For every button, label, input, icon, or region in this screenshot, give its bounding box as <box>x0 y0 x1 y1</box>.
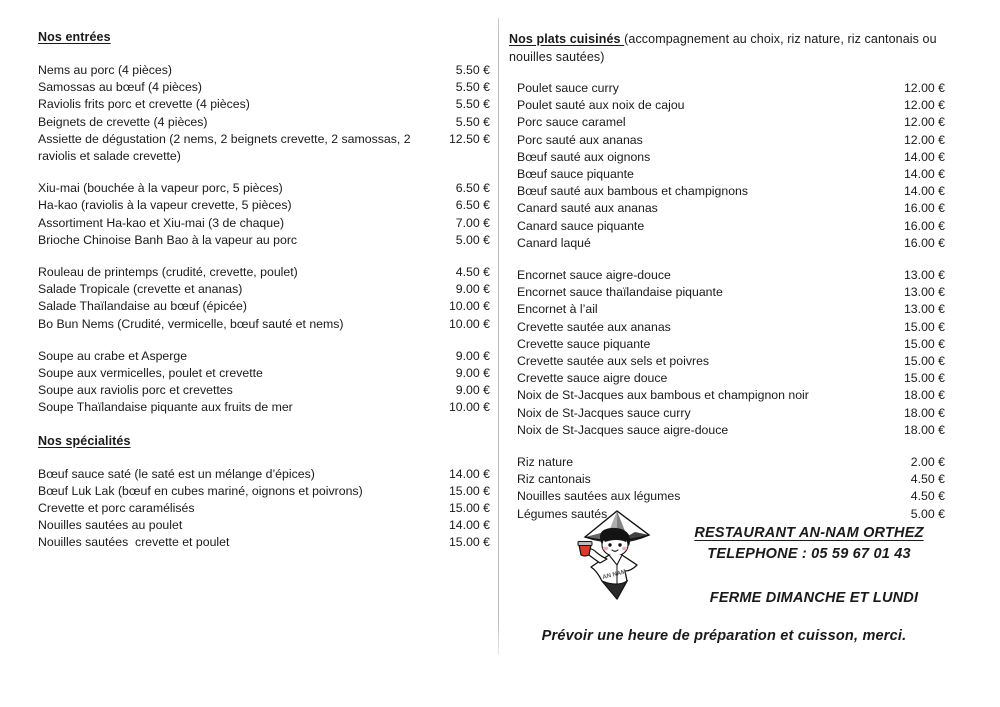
starters-group-3 <box>38 264 490 333</box>
column-divider <box>498 18 499 655</box>
menu-item-name: Riz cantonais <box>517 472 591 487</box>
menu-item-price: 12.00 € <box>903 132 945 147</box>
menu-item <box>38 281 490 298</box>
menu-item <box>517 471 945 488</box>
menu-item <box>517 488 945 505</box>
menu-item-price: 12.00 € <box>903 98 945 113</box>
menu-item-price: 15.00 € <box>903 319 945 334</box>
menu-item <box>38 500 490 517</box>
menu-item-price: 14.00 € <box>903 184 945 199</box>
section-heading-specialties <box>38 434 490 448</box>
starters-group-1 <box>38 62 490 165</box>
menu-item-price: 5.50 € <box>455 80 490 95</box>
menu-item-name: Bœuf sauté aux bambous et champignons <box>517 184 749 199</box>
menu-item-price: 14.00 € <box>903 167 945 182</box>
menu-item-price: 5.00 € <box>910 506 945 521</box>
section-heading-dishes-note: (accompagnement au choix, riz nature, riz cantonais ou nouilles sautées) <box>509 32 937 64</box>
menu-item-name: Bœuf sauce piquante <box>517 167 634 182</box>
menu-item <box>38 232 490 249</box>
specialties-group-1 <box>38 466 490 552</box>
starters-group-soups <box>38 348 490 417</box>
menu-item-name: Noix de St-Jacques sauce curry <box>517 405 691 420</box>
menu-item <box>517 183 945 200</box>
menu-item-name: Raviolis frits porc et crevette (4 pièces) <box>38 97 250 112</box>
menu-item-name: Riz nature <box>517 455 574 470</box>
menu-item-name: Bœuf Luk Lak (bœuf en cubes mariné, oignons et poivrons) <box>38 483 363 498</box>
menu-item-price: 16.00 € <box>903 235 945 250</box>
menu-item-name: Bo Bun Nems (Crudité, vermicelle, bœuf sauté et nems) <box>38 316 344 331</box>
menu-item <box>38 264 490 281</box>
menu-item-name: Salade Thaïlandaise au bœuf (épicée) <box>38 299 247 314</box>
menu-item-price: 10.00 € <box>448 400 490 415</box>
menu-item-name: Soupe aux raviolis porc et crevettes <box>38 383 233 398</box>
menu-item-name: Rouleau de printemps (crudité, crevette, poulet) <box>38 265 298 280</box>
menu-item-price: 7.00 € <box>455 215 490 230</box>
menu-item <box>517 114 945 131</box>
menu-item-name: Crevette sautée aux ananas <box>517 319 671 334</box>
menu-item-name: Brioche Chinoise Banh Bao à la vapeur au porc <box>38 232 298 247</box>
menu-item-price: 9.00 € <box>455 383 490 398</box>
menu-item <box>38 399 490 416</box>
menu-item-name: Noix de St-Jacques sauce aigre-douce <box>517 422 729 437</box>
menu-item-name: Soupe Thaïlandaise piquante aux fruits de mer <box>38 400 293 415</box>
menu-item-price: 16.00 € <box>903 218 945 233</box>
menu-item <box>38 483 490 500</box>
dishes-list-meat <box>517 80 945 252</box>
menu-item-name: Crevette sauce aigre douce <box>517 371 668 386</box>
right-column <box>509 0 945 523</box>
menu-item-price: 10.00 € <box>448 316 490 331</box>
menu-item-name: Bœuf sauce saté (le saté est un mélange d’épices) <box>38 466 315 481</box>
menu-item <box>517 422 945 439</box>
menu-item-price: 12.00 € <box>903 81 945 95</box>
menu-item <box>38 180 490 197</box>
section-heading-starters <box>38 30 490 44</box>
menu-item-name: Poulet sauté aux noix de cajou <box>517 98 685 113</box>
menu-item <box>38 534 490 551</box>
menu-item-name: Crevette sauce piquante <box>517 336 651 351</box>
menu-item-price: 9.00 € <box>455 348 490 363</box>
menu-item-price: 13.00 € <box>903 285 945 300</box>
closing-days: FERME DIMANCHE ET LUNDI <box>709 590 919 606</box>
menu-item-price: 12.50 € <box>448 131 490 146</box>
menu-item-name: Canard sauce piquante <box>517 218 645 233</box>
dishes-list-seafood <box>517 267 945 439</box>
menu-item-price: 16.00 € <box>903 201 945 216</box>
menu-item <box>38 466 490 483</box>
menu-item-price: 5.50 € <box>455 97 490 112</box>
menu-item-price: 5.50 € <box>455 63 490 77</box>
menu-item-name: Xiu-mai (bouchée à la vapeur porc, 5 pièces) <box>38 181 283 196</box>
menu-item-name: Assiette de dégustation (2 nems, 2 beignets crevette, 2 samossas, 2 raviolis et salade crevette) <box>38 131 414 164</box>
menu-item-name: Porc sauté aux ananas <box>517 132 643 147</box>
menu-item <box>517 218 945 235</box>
menu-item <box>38 197 490 214</box>
menu-item-price: 15.00 € <box>903 336 945 351</box>
menu-item-name: Bœuf sauté aux oignons <box>517 149 651 164</box>
starters-group-2 <box>38 180 490 249</box>
menu-item <box>38 215 490 232</box>
restaurant-branding <box>509 505 949 665</box>
specialties-list <box>38 466 490 552</box>
menu-item-price: 13.00 € <box>903 302 945 317</box>
menu-item-price: 9.00 € <box>455 366 490 381</box>
menu-item-price: 4.50 € <box>455 265 490 280</box>
menu-item-price: 15.00 € <box>448 501 490 516</box>
menu-item <box>38 365 490 382</box>
menu-item-name: Soupe au crabe et Asperge <box>38 348 188 363</box>
menu-item <box>38 316 490 333</box>
menu-item <box>38 298 490 315</box>
menu-item <box>517 80 945 97</box>
menu-item-name: Salade Tropicale (crevette et ananas) <box>38 282 243 297</box>
menu-item <box>517 200 945 217</box>
menu-item <box>517 336 945 353</box>
menu-item-price: 15.00 € <box>448 535 490 550</box>
menu-item-name: Ha-kao (raviolis à la vapeur crevette, 5 pièces) <box>38 198 292 213</box>
menu-item <box>517 235 945 252</box>
menu-item <box>517 166 945 183</box>
logo-robe-text: AN NAM <box>602 569 627 581</box>
restaurant-name: RESTAURANT AN-NAM ORTHEZ <box>694 525 924 541</box>
dishes-group-seafood <box>509 267 945 439</box>
menu-item-name: Encornet sauce aigre-douce <box>517 268 671 283</box>
menu-item-name: Canard sauté aux ananas <box>517 201 658 216</box>
menu-item-name: Canard laqué <box>517 235 591 250</box>
menu-item-name: Assortiment Ha-kao et Xiu-mai (3 de chaque) <box>38 215 285 230</box>
menu-item-name: Crevette et porc caramélisés <box>38 501 195 516</box>
menu-item <box>517 319 945 336</box>
menu-item <box>517 454 945 471</box>
menu-item <box>517 353 945 370</box>
menu-item <box>517 370 945 387</box>
menu-item-name: Noix de St-Jacques aux bambous et champignon noir <box>517 388 809 403</box>
menu-item <box>38 382 490 399</box>
menu-item-price: 9.00 € <box>455 282 490 297</box>
menu-item-price: 15.00 € <box>903 371 945 386</box>
menu-item <box>517 97 945 114</box>
menu-item-price: 14.00 € <box>448 466 490 481</box>
menu-item-name: Nouilles sautées aux légumes <box>517 489 681 504</box>
menu-item-name: Soupe aux vermicelles, poulet et crevette <box>38 366 263 381</box>
dishes-group-meat <box>509 80 945 252</box>
menu-item <box>517 267 945 284</box>
menu-item-price: 12.00 € <box>903 115 945 130</box>
left-column <box>38 0 490 552</box>
menu-item <box>38 114 490 131</box>
menu-item <box>38 131 490 165</box>
menu-item <box>517 132 945 149</box>
menu-item-price: 15.00 € <box>448 483 490 498</box>
menu-item-price: 13.00 € <box>903 268 945 283</box>
menu-item-name: Encornet sauce thaïlandaise piquante <box>517 285 723 300</box>
menu-item <box>38 96 490 113</box>
menu-item-price: 5.50 € <box>455 114 490 129</box>
menu-item-name: Poulet sauce curry <box>517 81 619 95</box>
menu-item-name: Crevette sautée aux sels et poivres <box>517 354 710 369</box>
soups-list <box>38 348 490 417</box>
menu-item-price: 18.00 € <box>903 422 945 437</box>
menu-item <box>38 79 490 96</box>
menu-item-price: 6.50 € <box>455 198 490 213</box>
menu-item-name: Nems au porc (4 pièces) <box>38 63 172 77</box>
menu-item-price: 5.00 € <box>455 232 490 247</box>
menu-item <box>517 387 945 404</box>
menu-item <box>38 348 490 365</box>
starters-list-2 <box>38 180 490 249</box>
menu-item-price: 14.00 € <box>903 149 945 164</box>
menu-item-price: 10.00 € <box>448 299 490 314</box>
menu-item-name: Encornet à l’ail <box>517 302 598 317</box>
menu-item-name: Samossas au bœuf (4 pièces) <box>38 80 203 95</box>
menu-item <box>38 62 490 79</box>
menu-item-name: Légumes sautés <box>517 506 608 521</box>
menu-item-price: 18.00 € <box>903 388 945 403</box>
menu-item-price: 4.50 € <box>910 472 945 487</box>
starters-list-3 <box>38 264 490 333</box>
starters-list-1 <box>38 62 490 165</box>
menu-item-price: 2.00 € <box>910 455 945 470</box>
menu-item-price: 14.00 € <box>448 518 490 533</box>
restaurant-contact <box>669 523 949 565</box>
section-heading-dishes <box>509 31 945 66</box>
menu-item-price: 15.00 € <box>903 354 945 369</box>
menu-item-price: 6.50 € <box>455 181 490 196</box>
an-nam-mascot-logo <box>567 509 671 601</box>
menu-item-price: 18.00 € <box>903 405 945 420</box>
restaurant-phone: TELEPHONE : 05 59 67 01 43 <box>707 546 911 562</box>
section-heading-specialties-label: Nos spécialités <box>38 433 131 448</box>
menu-item-name: Nouilles sautées crevette et poulet <box>38 535 230 550</box>
section-heading-starters-label: Nos entrées <box>38 30 111 44</box>
menu-item-price: 4.50 € <box>910 489 945 504</box>
menu-item <box>517 301 945 318</box>
menu-item-name: Beignets de crevette (4 pièces) <box>38 114 208 129</box>
preparation-notice: Prévoir une heure de préparation et cuisson, merci. <box>541 628 907 644</box>
section-heading-dishes-label: Nos plats cuisinés <box>509 32 625 46</box>
menu-item <box>38 517 490 534</box>
menu-item <box>517 149 945 166</box>
menu-item <box>517 284 945 301</box>
menu-item-name: Nouilles sautées au poulet <box>38 518 183 533</box>
menu-item-name: Porc sauce caramel <box>517 115 626 130</box>
menu-item <box>517 405 945 422</box>
